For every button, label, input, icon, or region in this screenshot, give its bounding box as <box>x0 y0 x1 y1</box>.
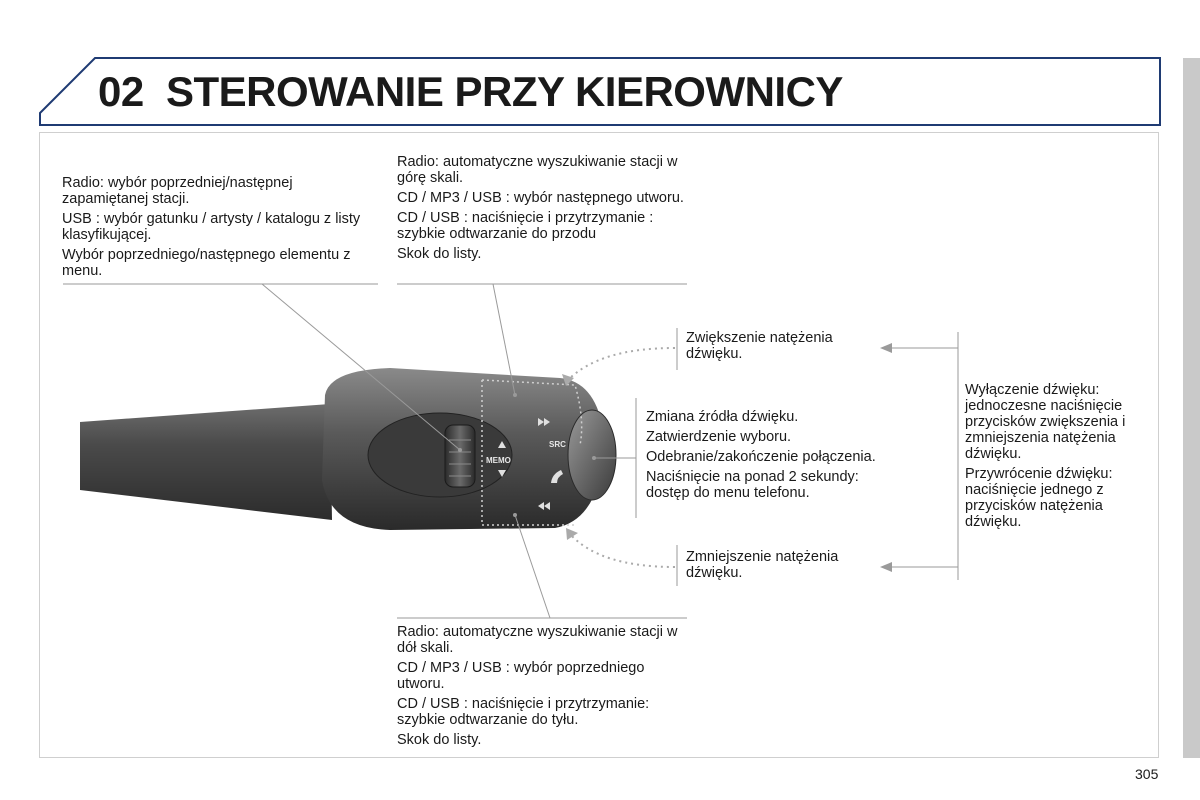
end-cap-button[interactable] <box>568 410 616 500</box>
callout-line: CD / MP3 / USB : wybór poprzedniego utworu. <box>397 660 645 692</box>
callout-seek-up <box>397 154 687 266</box>
callout-line: Przywrócenie dźwięku: naciśnięcie jednego z przycisków natężenia dźwięku. <box>965 466 1113 530</box>
callout-line: Radio: wybór poprzedniej/następnej zapamiętanej stacji. <box>62 175 293 207</box>
callout-thumb-wheel <box>62 175 374 283</box>
stalk-panel <box>368 413 512 497</box>
stalk-stem <box>80 404 332 520</box>
callout-seek-down <box>397 624 687 752</box>
page-number: 305 <box>1135 766 1159 782</box>
callout-line: Odebranie/zakończenie połączenia. <box>646 449 876 465</box>
callout-volume-down: Zmniejszenie natężenia dźwięku. <box>686 549 839 581</box>
callout-line: Radio: automatyczne wyszukiwanie stacji w górę skali. <box>397 154 678 186</box>
thumb-wheel[interactable] <box>445 425 475 487</box>
callout-line: USB : wybór gatunku / artysty / katalogu z listy klasyfikującej. <box>62 211 361 243</box>
callout-line: Wyłączenie dźwięku: jednoczesne naciśnięcie przycisków zwiększenia i zmniejszenia natężenia dźwięku. <box>965 382 1126 462</box>
callout-line: CD / USB : naciśnięcie i przytrzymanie: szybkie odtwarzanie do tyłu. <box>397 696 650 728</box>
callout-line: CD / MP3 / USB : wybór następnego utworu. <box>397 190 684 206</box>
callout-line: Skok do listy. <box>397 246 482 262</box>
callout-line: Naciśnięcie na ponad 2 sekundy: dostęp do menu telefonu. <box>646 469 859 501</box>
callout-line: Skok do listy. <box>397 732 482 748</box>
src-label: SRC <box>549 440 566 449</box>
memo-label: MEMO <box>486 456 511 465</box>
callout-line: Radio: automatyczne wyszukiwanie stacji w dół skali. <box>397 624 678 656</box>
chapter-title: STEROWANIE PRZY KIEROWNICY <box>166 68 843 115</box>
callout-volume-up: Zwiększenie natężenia dźwięku. <box>686 330 833 362</box>
callout-mute <box>965 382 1150 534</box>
chapter-number: 02 <box>98 68 144 115</box>
callout-end-button <box>646 409 906 505</box>
callout-line: CD / USB : naciśnięcie i przytrzymanie : szybkie odtwarzanie do przodu <box>397 210 654 242</box>
callout-line: Zatwierdzenie wyboru. <box>646 429 792 445</box>
callout-line: Zmiana źródła dźwięku. <box>646 409 799 425</box>
callout-line: Wybór poprzedniego/następnego elementu z menu. <box>62 247 351 279</box>
